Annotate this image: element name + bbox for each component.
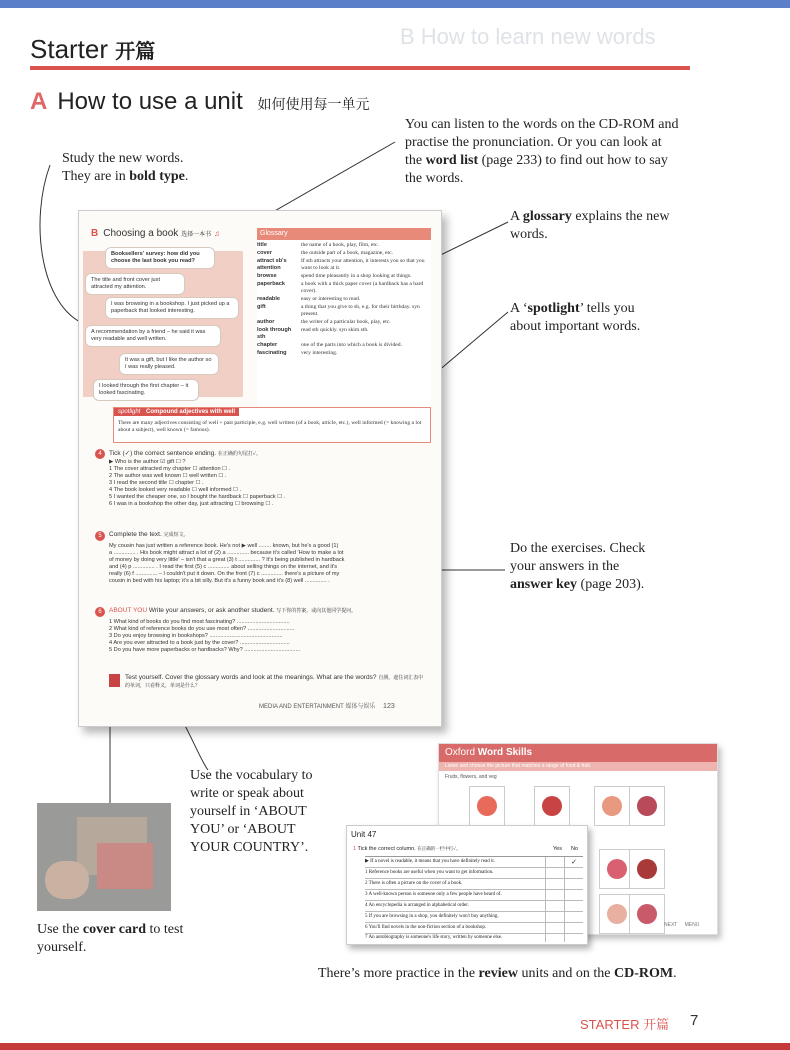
table-row [365,857,583,868]
glossary-term: title [257,242,267,248]
callout-study [62,150,222,186]
callout-more-practice-text2: units and on the [517,966,614,981]
review-yes-cell[interactable] [545,923,564,933]
glossary-def: easy or interesting to read. [301,296,361,302]
cdrom-menu-button[interactable]: MENU [684,922,700,928]
page-number: 7 [690,1012,699,1029]
exercise-4-title-cn: 在正确的句尾打✓。 [217,451,262,457]
cover-card-photo [37,803,171,911]
connector-study [40,165,80,322]
exercise-4-title-en: Tick (✓) the correct sentence ending. [109,450,217,457]
page-title-cn: 开篇 [115,41,156,63]
table-row [365,879,583,890]
glossary-list [257,242,431,358]
review-yes-cell[interactable] [545,868,564,878]
exercise-item[interactable]: 2 What kind of reference books do you use most often? .............................. [109,626,295,632]
glossary-term: author [257,319,275,325]
audio-icon[interactable]: ♫ [213,229,220,238]
glossary-def: one of the parts into which a book is divided. [301,342,402,348]
review-no-cell[interactable] [564,923,583,933]
review-row-text: 3 A well-known person is someone only a few people have heard of. [365,892,502,897]
inner-footer-cn: 媒体与娱乐 [345,704,376,710]
cdrom-next-button[interactable]: NEXT [664,922,678,928]
review-no-cell[interactable] [564,901,583,911]
footer-text-cn: 开篇 [643,1017,670,1032]
exercise-item[interactable]: 3 I read the second title ☐ chapter ☐ . [109,480,204,486]
table-row [365,901,583,912]
callout-vocabulary: Use the vocabulary to write or speak about yourself in ‘ABOUT YOU’ or ‘ABOUT YOUR COUNTRY’. [190,768,313,855]
photo-cover-card [97,843,153,889]
photo-hand [45,861,89,899]
page-footer-label [580,1014,669,1033]
exercise-6-items [109,619,419,654]
review-yes-cell[interactable] [545,857,564,867]
cdrom-brand: Oxford [445,747,476,758]
review-row-text: 5 If you are browsing in a shop, you definitely won't buy anything. [365,914,499,919]
inner-section-title-cn: 选择一本书 [181,232,212,238]
section-title: How to use a unit [57,88,243,115]
glossary-def: the writer of a particular book, play, etc. [301,319,391,325]
review-col-yes: Yes [553,846,562,852]
callout-study-end: . [184,169,189,184]
exercise-line: really (6) f .............. – I couldn't put it down. On the front (7) c .............. there's a picture of my [109,571,340,577]
fruit-image [602,796,622,816]
review-row-text: 2 There is often a picture on the cover of a book. [365,881,463,886]
callout-study-line1: Study the new words. [62,151,184,166]
callout-study-line2: They are in [62,169,130,184]
callout-glossary-text2: explains the new words. [510,209,670,242]
review-instruction-en: Tick the correct column. [357,846,416,852]
fruit-option[interactable] [629,786,665,826]
glossary-row [257,319,431,326]
review-table [365,856,583,942]
review-yes-cell[interactable] [545,879,564,889]
exercise-6-title-cn: 写下你的答案，或向其他同学提问。 [276,608,357,614]
review-unit-page [346,825,588,945]
glossary-row [257,242,431,249]
table-row [365,868,583,879]
exercise-item[interactable]: 5 Do you have more paperbacks or hardbacks? Why? .................................... [109,647,301,653]
glossary-term: cover [257,250,272,256]
glossary-row [257,342,431,349]
callout-spotlight-text2: ’ tells you about important words. [510,301,641,334]
table-row [365,890,583,901]
fruit-image [637,859,657,879]
glossary-row [257,281,431,295]
review-no-cell[interactable] [564,912,583,922]
glossary-row [257,296,431,303]
glossary-term: attract sb's attention [257,258,287,271]
exercise-item[interactable]: 3 Do you enjoy browsing in bookshops? ............................................... [109,633,283,639]
exercise-5-number: 5 [95,531,105,541]
survey-bubble: I looked through the first chapter – it looked fascinating. [93,379,199,401]
review-yes-cell[interactable] [545,912,564,922]
inner-footer-text: MEDIA AND ENTERTAINMENT [259,704,344,710]
spotlight-header [114,408,239,416]
fruit-image [477,796,497,816]
callout-more-practice-bold1: review [478,966,518,981]
cdrom-titlebar [439,744,717,762]
fruit-option[interactable] [534,786,570,826]
cdrom-instruction-bar: Listen and choose the picture that matches a range of food & fruit. [439,762,717,771]
exercise-7-title [125,674,425,690]
table-row [365,912,583,923]
exercise-6-title-en: Write your answers, or ask another student. [148,607,275,614]
inner-section-heading [91,228,220,239]
footer-text: STARTER [580,1017,640,1032]
callout-cover-card-bold: cover card [82,922,146,937]
exercise-5-text [109,543,419,585]
fruit-option[interactable] [469,786,505,826]
inner-section-title: Choosing a book [103,228,179,239]
exercise-5-title-cn: 完成短文。 [163,532,189,538]
review-instruction-cn: 在正确的一栏中打✓。 [417,846,461,851]
page-title-en: Starter [30,34,109,64]
glossary-row [257,350,431,357]
callout-spotlight [510,300,660,336]
callout-more-practice-bold2: CD-ROM [613,966,674,981]
glossary-def: very interesting. [301,350,338,356]
review-row-text: 4 An encyclopedia is arranged in alphabetical order. [365,903,469,908]
callout-cover-card-text2: to test yourself. [37,922,184,955]
table-row [365,934,583,942]
fruit-image [607,859,627,879]
exercise-item[interactable]: 1 What kind of books do you find most fascinating? .................................. [109,619,290,625]
exercise-6-title [109,607,356,614]
glossary-def: If sth attracts your attention, it interests you so that you want to look at it. [301,258,425,271]
callout-exercises-text1: Do the exercises. Check your answers in the [510,541,646,574]
glossary-def: a book with a thick paper cover (a hardback has a hard cover). [301,281,424,294]
glossary-panel [257,228,431,408]
glossary-def: read sth quickly. syn skim sth. [301,327,369,333]
cdrom-product: Word Skills [477,747,533,758]
review-no-cell[interactable] [564,879,583,889]
fruit-option[interactable] [629,894,665,934]
callout-spotlight-text1: A ‘ [510,301,528,316]
exercise-7-title-cn: 自测。遮住词汇表中的单词，只看释义，单词是什么？ [125,675,424,689]
exercise-line: My cousin has just written a reference book. He's not ▶ well ........ known, but he's a good (1) [109,543,339,549]
callout-cdrom-text1: You can listen to the words on the CD-ROM and practise the pronunciation. Or you can look at the [405,117,679,168]
exercise-item[interactable]: 6 I was in a bookshop the other day, just attracting ☐ browsing ☐ . [109,501,274,507]
fruit-image [637,796,657,816]
survey-bubble: I was browsing in a bookshop. I just picked up a paperback that looked interesting. [105,297,239,319]
glossary-term: fascinating [257,350,287,356]
glossary-row [257,327,431,341]
callout-exercises-bold: answer key [510,577,578,592]
glossary-row [257,250,431,257]
glossary-def: a thing that you give to sb, e.g. for their birthday. syn present. [301,304,420,317]
fruit-option[interactable] [594,786,630,826]
callout-more-practice [318,965,738,983]
review-no-cell[interactable]: ✓ [564,857,583,867]
glossary-row [257,273,431,280]
exercise-7-title-en: Test yourself. Cover the glossary words and look at the meanings. What are the words? [125,674,377,681]
callout-glossary-bold: glossary [522,209,572,224]
callout-exercises [510,540,660,594]
glossary-term: browse [257,273,277,279]
glossary-header: Glossary [257,228,431,240]
fruit-image [607,904,627,924]
inner-page-footer [259,701,395,710]
review-row-text: 6 You'll find novels in the non-fiction section of a bookshop. [365,925,487,930]
survey-bubble: The title and front cover just attracted my attention. [85,273,185,295]
callout-glossary-text1: A [510,209,523,224]
callout-cdrom-text2: (page 233) to find out how to say the words. [405,153,668,186]
exercise-item[interactable]: ▶ Who is the author ☑ gift ☐ ? [109,459,186,465]
glossary-def: the outside part of a book, magazine, etc. [301,250,393,256]
cover-card-icon [109,674,120,687]
review-instruction [353,846,461,852]
review-no-cell[interactable] [564,868,583,878]
spotlight-label: spotlight [118,409,141,415]
review-num: 1 [353,846,357,852]
exercise-4-title [109,449,261,457]
table-row [365,923,583,934]
glossary-term: paperback [257,281,285,287]
review-no-cell[interactable] [564,890,583,900]
review-row-text: ▶ If a novel is readable, it means that you have definitely read it. [365,859,496,864]
inner-page-number: 123 [383,703,395,710]
callout-study-bold: bold type [129,169,185,184]
callout-more-practice-text1: There’s more practice in the [318,966,479,981]
exercise-6-number: 6 [95,607,105,617]
survey-bubble: A recommendation by a friend – he said it was very readable and well written. [85,325,221,347]
review-yes-cell[interactable] [545,890,564,900]
glossary-def: spend time pleasantly in a shop looking at things. [301,273,412,279]
review-no-cell[interactable] [564,934,583,942]
exercise-6-label: ABOUT YOU [109,607,148,614]
spotlight-text: There are many adjectives consisting of well + past participle, e.g. well written (of a book, article, etc.), well informed (= knowing a lot about a subject), well known (= famous). [118,420,422,433]
exercise-line: a .............. . His book might attract a lot of (2) a .............. because it's called 'How to make a lot [109,550,344,556]
glossary-row [257,304,431,318]
exercise-line: cousin in bed with his laptop; it's a bit silly. But it's a funny book and it's (8) well .............. . [109,578,330,584]
ghost-heading: B How to learn new words [400,24,656,49]
callout-spotlight-bold: spotlight [527,301,580,316]
glossary-term: gift [257,304,266,310]
cdrom-nav [664,922,699,928]
glossary-def: the name of a book, play, film, etc. [301,242,379,248]
exercise-item[interactable]: 4 Are you ever attracted to a book just by the cover? ................................ [109,640,290,646]
review-yes-cell[interactable] [545,934,564,942]
glossary-term: chapter [257,342,278,348]
exercise-item[interactable]: 1 The cover attracted my chapter ☐ attention ☐ . [109,466,231,472]
callout-cdrom-bold: word list [425,153,479,168]
glossary-term: look through sth [257,327,292,340]
spotlight-box [113,407,431,443]
exercise-item[interactable]: 2 The author was well known ☐ well written ☐ . [109,473,227,479]
fruit-image [637,904,657,924]
exercise-item[interactable]: 4 The book looked very readable ☐ well informed ☐ . [109,487,242,493]
section-letter: A [30,88,48,115]
spotlight-title: Compound adjectives with well [146,409,236,415]
callout-exercises-text2: (page 203). [577,577,645,592]
page-frame-bottom [0,1043,790,1050]
sample-unit-page [78,210,442,727]
exercise-5-title [109,531,189,538]
review-yes-cell[interactable] [545,901,564,911]
callout-cover-card-text1: Use the [37,922,83,937]
exercise-line: of money by doing very little' – isn't that a great (3) t .............. ? It's being published in hardback [109,557,345,563]
glossary-term: readable [257,296,281,302]
cdrom-subtitle: Fruits, flowers, and veg [445,774,497,780]
review-unit-title: Unit 47 [351,830,377,839]
exercise-5-title-en: Complete the text. [109,531,162,538]
review-col-no: No [571,846,579,852]
exercise-4-items [109,459,409,508]
fruit-image [542,796,562,816]
exercise-item[interactable]: 5 I wanted the cheaper one, so I bought the hardback ☐ paperback ☐ . [109,494,286,500]
review-row-text: 7 An autobiography is someone's life story, written by someone else. [365,935,503,940]
callout-glossary [510,208,670,244]
exercise-4-number: 4 [95,449,105,459]
callout-cdrom [405,116,680,188]
fruit-option[interactable] [629,849,665,889]
callout-cover-card [37,921,187,957]
review-row-text: 1 Reference books are useful when you want to get information. [365,870,494,875]
survey-bubble: It was a gift, but I like the author so I was really pleased. [119,353,219,375]
callout-more-practice-text3: . [673,966,677,981]
section-title-cn: 如何使用每一单元 [257,96,370,112]
inner-section-letter: B [91,228,99,239]
survey-title: Booksellers' survey: how did you choose the last book you read? [105,247,215,269]
exercise-line: and (4) p .............. . I read the first (5) c .............. about selling things on the internet, and it's [109,564,338,570]
glossary-row [257,258,431,272]
